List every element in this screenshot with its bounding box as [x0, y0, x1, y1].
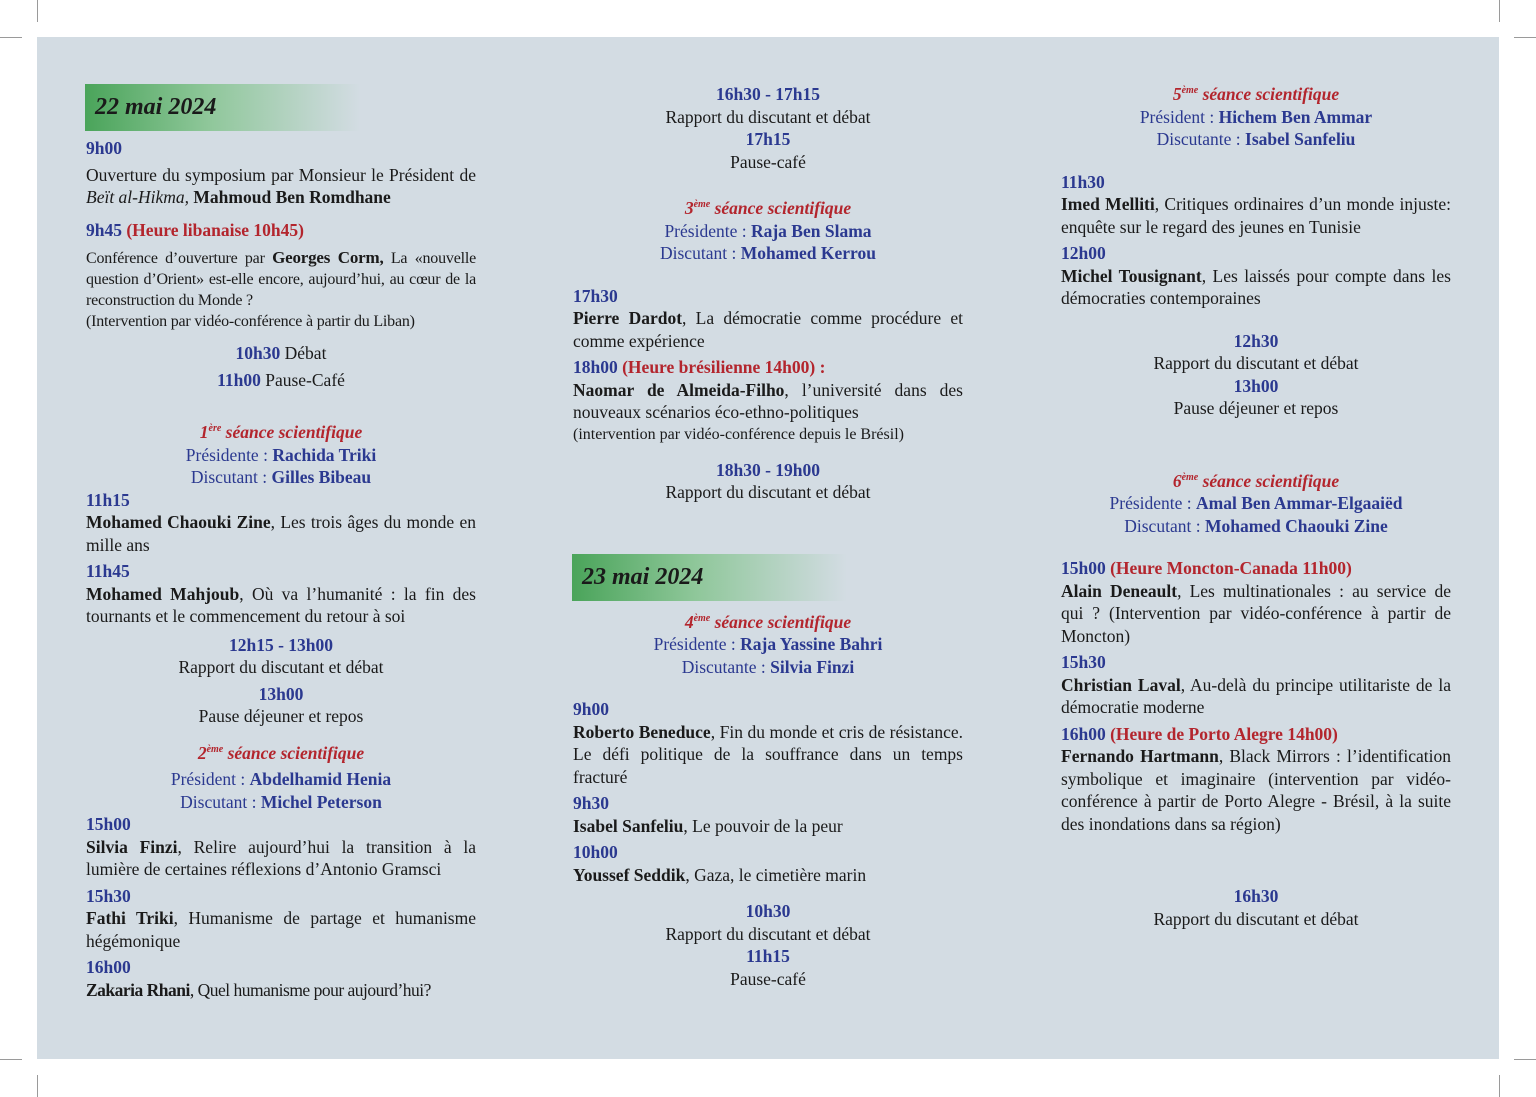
time-slot: 15h00: [86, 814, 131, 834]
time-slot: 17h15: [745, 129, 791, 149]
session-title: 1ère séance scientifique: [199, 422, 363, 442]
session-chair: Présidente : Raja Yassine Bahri: [653, 634, 883, 654]
talk-text: Alain Deneault, Les multinationales : au service de qui ? (Intervention par vidéo-conférence à partir de Moncton): [1061, 580, 1451, 646]
session-title: 4ème séance scientifique: [684, 611, 852, 632]
date-banner: 22 mai 2024: [85, 84, 360, 131]
time-slot: 15h30: [86, 885, 131, 906]
crop-mark: [37, 1075, 38, 1097]
talk-text: Fernando Hartmann, Black Mirrors : l’identification symbolique et imaginaire (intervention par vidéo-conférence à partir de Porto Alegre - Brésil, à la suite des inondations dans sa région): [1061, 746, 1451, 834]
talk-text: Mohamed Mahjoub, Où va l’humanité : la fin des tournants et le commencement du retour à soi: [86, 583, 476, 626]
debate-label: Rapport du discutant et débat: [665, 923, 871, 944]
time-slot: 11h15: [746, 946, 790, 966]
time-slot: 10h30: [745, 901, 791, 921]
debate-label: Rapport du discutant et débat: [178, 657, 384, 677]
column-day1: [86, 84, 476, 1001]
time-slot: 13h00: [1233, 375, 1279, 396]
talk-text: Isabel Sanfeliu, Le pouvoir de la peur: [573, 815, 843, 836]
time-slot: 10h00: [573, 842, 618, 862]
break-label: Pause déjeuner et repos: [198, 706, 364, 726]
talk-text: Youssef Seddik, Gaza, le cimetière marin: [573, 864, 867, 885]
talk-text: Naomar de Almeida-Filho, l’université dans des nouveaux scénarios éco-ethno-politiques: [573, 379, 963, 422]
break-slot: 11h00 Pause-Café: [217, 369, 345, 390]
session-chair: Présidente : Rachida Triki: [185, 444, 377, 465]
crop-mark: [1514, 1059, 1536, 1060]
time-slot: 9h45 (Heure libanaise 10h45): [86, 219, 304, 240]
time-slot: 11h30: [1061, 171, 1105, 192]
time-slot: 13h00: [258, 683, 304, 704]
program-panel: [37, 37, 1499, 1059]
time-slot: 18h00 (Heure brésilienne 14h00) :: [573, 357, 826, 377]
time-slot: 9h00: [573, 699, 609, 719]
time-slot: 12h00: [1061, 243, 1106, 263]
time-slot: 16h30: [1233, 886, 1279, 906]
break-label: Pause-café: [730, 151, 806, 172]
session-chair: Président : Abdelhamid Henia: [170, 769, 392, 789]
time-slot: 9h30: [573, 793, 609, 813]
break-label: Pause-café: [730, 968, 806, 989]
time-slot: 16h00: [86, 957, 131, 977]
session-chair: Présidente : Raja Ben Slama: [664, 220, 872, 241]
time-slot: 16h00 (Heure de Porto Alegre 14h00): [1061, 723, 1338, 744]
crop-mark: [1499, 1075, 1500, 1097]
column-day2-afternoon: [1061, 83, 1451, 930]
talk-text: Silvia Finzi, Relire aujourd’hui la transition à la lumière de certaines réflexions d’Antonio Gramsci: [86, 836, 476, 879]
session-chair: Président : Hichem Ben Ammar: [1139, 106, 1373, 127]
session-title: 3ème séance scientifique: [684, 198, 852, 218]
time-slot: 17h30: [573, 285, 618, 306]
time-slot: 12h30: [1233, 330, 1279, 351]
time-slot: 15h30: [1061, 652, 1106, 672]
debate-label: Rapport du discutant et débat: [1153, 908, 1359, 929]
conference-text: Conférence d’ouverture par Georges Corm, La «nouvelle question d’Orient» est-elle encore, aujourd’hui, au cœur de la reconstruction du Monde ? (Intervention par vidéo-conférence à partir du Liban): [86, 248, 476, 330]
talk-text: Michel Tousignant, Les laissés pour compte dans les démocraties contemporaines: [1061, 265, 1451, 308]
time-slot: 12h15 - 13h00: [228, 634, 334, 655]
time-slot: 11h45: [86, 561, 130, 581]
crop-mark: [1499, 0, 1500, 22]
date-banner: 23 mai 2024: [572, 554, 847, 601]
crop-mark: [1514, 37, 1536, 38]
time-slot: 18h30 - 19h00: [715, 459, 821, 480]
session-discussant: Discutante : Silvia Finzi: [681, 656, 855, 677]
session-title: 6ème séance scientifique: [1172, 470, 1340, 491]
time-slot: 11h15: [86, 489, 130, 510]
talk-text: Fathi Triki, Humanisme de partage et humanisme hégémonique: [86, 908, 476, 951]
session-title: 5ème séance scientifique: [1172, 84, 1340, 104]
session-discussant: Discutante : Isabel Sanfeliu: [1156, 129, 1356, 149]
talk-text: Christian Laval, Au-delà du principe utilitariste de la démocratie moderne: [1061, 674, 1451, 717]
crop-mark: [0, 37, 22, 38]
debate-slot: 10h30 Débat: [235, 343, 327, 363]
session-discussant: Discutant : Michel Peterson: [180, 791, 382, 812]
talk-note: (intervention par vidéo-conférence depuis le Brésil): [573, 425, 904, 443]
crop-mark: [37, 0, 38, 22]
session-chair: Présidente : Amal Ben Ammar-Elgaaiëd: [1109, 493, 1403, 513]
time-slot: 15h00 (Heure Moncton-Canada 11h00): [1061, 558, 1352, 578]
crop-mark: [0, 1059, 22, 1060]
debate-label: Rapport du discutant et débat: [665, 106, 871, 127]
column-day1-evening-day2: [573, 83, 963, 990]
session-title: 2ème séance scientifique: [197, 742, 365, 763]
talk-text: Mohamed Chaouki Zine, Les trois âges du monde en mille ans: [86, 512, 476, 555]
talk-text: Roberto Beneduce, Fin du monde et cris de résistance. Le défi politique de la souffrance dans un temps fracturé: [573, 721, 963, 787]
debate-label: Rapport du discutant et débat: [1153, 353, 1359, 373]
talk-text: Zakaria Rhani, Quel humanisme pour aujourd’hui?: [86, 979, 431, 1000]
session-discussant: Discutant : Mohamed Chaouki Zine: [1124, 515, 1388, 536]
opening-text: Ouverture du symposium par Monsieur le Président de Beït al-Hikma, Mahmoud Ben Romdhane: [86, 164, 476, 207]
time-slot: 16h30 - 17h15: [715, 84, 821, 104]
break-label: Pause déjeuner et repos: [1173, 398, 1339, 418]
session-discussant: Discutant : Mohamed Kerrou: [660, 243, 876, 263]
time-slot: 9h00: [86, 138, 122, 158]
session-discussant: Discutant : Gilles Bibeau: [190, 467, 372, 487]
talk-text: Imed Melliti, Critiques ordinaires d’un monde injuste: enquête sur le regard des jeunes en Tunisie: [1061, 194, 1451, 237]
talk-text: Pierre Dardot, La démocratie comme procédure et comme expérience: [573, 308, 963, 351]
debate-label: Rapport du discutant et débat: [665, 482, 871, 502]
